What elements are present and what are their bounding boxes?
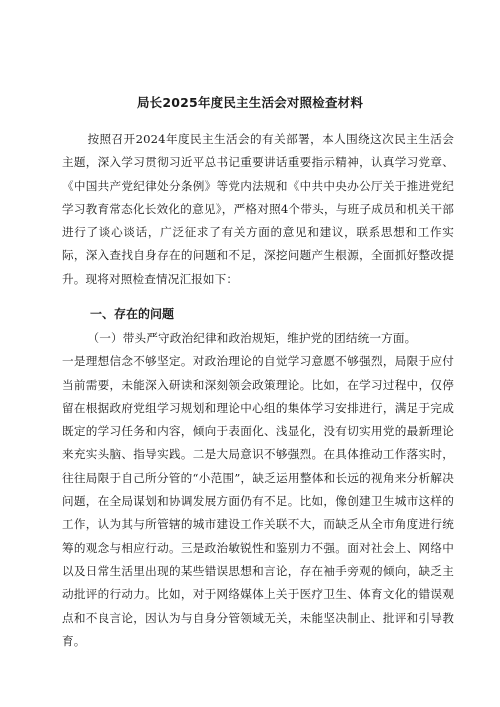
intro-paragraph: 按照召开2024年度民主生活会的有关部署，本人围绕这次民主生活会主题，深入学习贯彻习近平总书记重要讲话重要指示精神，认真学习党章、《中国共产党纪律处分条例》等党内法规和《中共中央办公厅关于推进党纪学习教育常态化长效化的意见》，严格对照4个带头，与班子成员和机关干部进行了谈心谈话，广泛征求了有关方面的意见和建议，联系思想和工作实际，深入查找自身存在的问题和不足，深挖问题产生根源，全面抓好整改提升。现将对照检查情况汇报如下：: [62, 132, 454, 286]
section-heading: 一、存在的问题: [90, 307, 175, 321]
section-paragraph: 一是理想信念不够坚定。对政治理论的自觉学习意愿不够强烈，局限于应付当前需要，未能深入研读和深刻领会政策理论。比如，在学习过程中，仅停留在根据政府党组学习规划和理论中心组的集体学习安排进行，满足于完成既定的学习任务和内容，倾向于表面化、浅显化，没有切实用党的最新理论来充实头脑、指导实践。二是大局意识不够强烈。在具体推动工作落实时，往往局限于自己所分管的“小范围”，缺乏运用整体和长远的视角来分析解决问题，在全局谋划和协调发展方面仍有不足。比如，像创建卫生城市这样的工作，认为其与所管辖的城市建设工作关联不大，而缺乏从全市角度进行统筹的观念与相应行动。三是政治敏锐性和鉴别力不强。面对社会上、网络中以及日常生活里出现的某些错误思想和言论，存在袖手旁观的倾向，缺乏主动批评的行动力。比如，对于网络媒体上关于医疗卫生、体育文化的错误观点和不良言论，因认为与自身分管领域无关，未能坚决制止、批评和引导教育。: [62, 354, 454, 648]
document-title: 局长2025年度民主生活会对照检查材料: [136, 95, 364, 110]
section-body-block: [62, 327, 454, 653]
intro-paragraph-block: [62, 128, 454, 291]
subsection-heading: （一）带头严守政治纪律和政治规矩，维护党的团结统一方面。: [87, 331, 417, 345]
